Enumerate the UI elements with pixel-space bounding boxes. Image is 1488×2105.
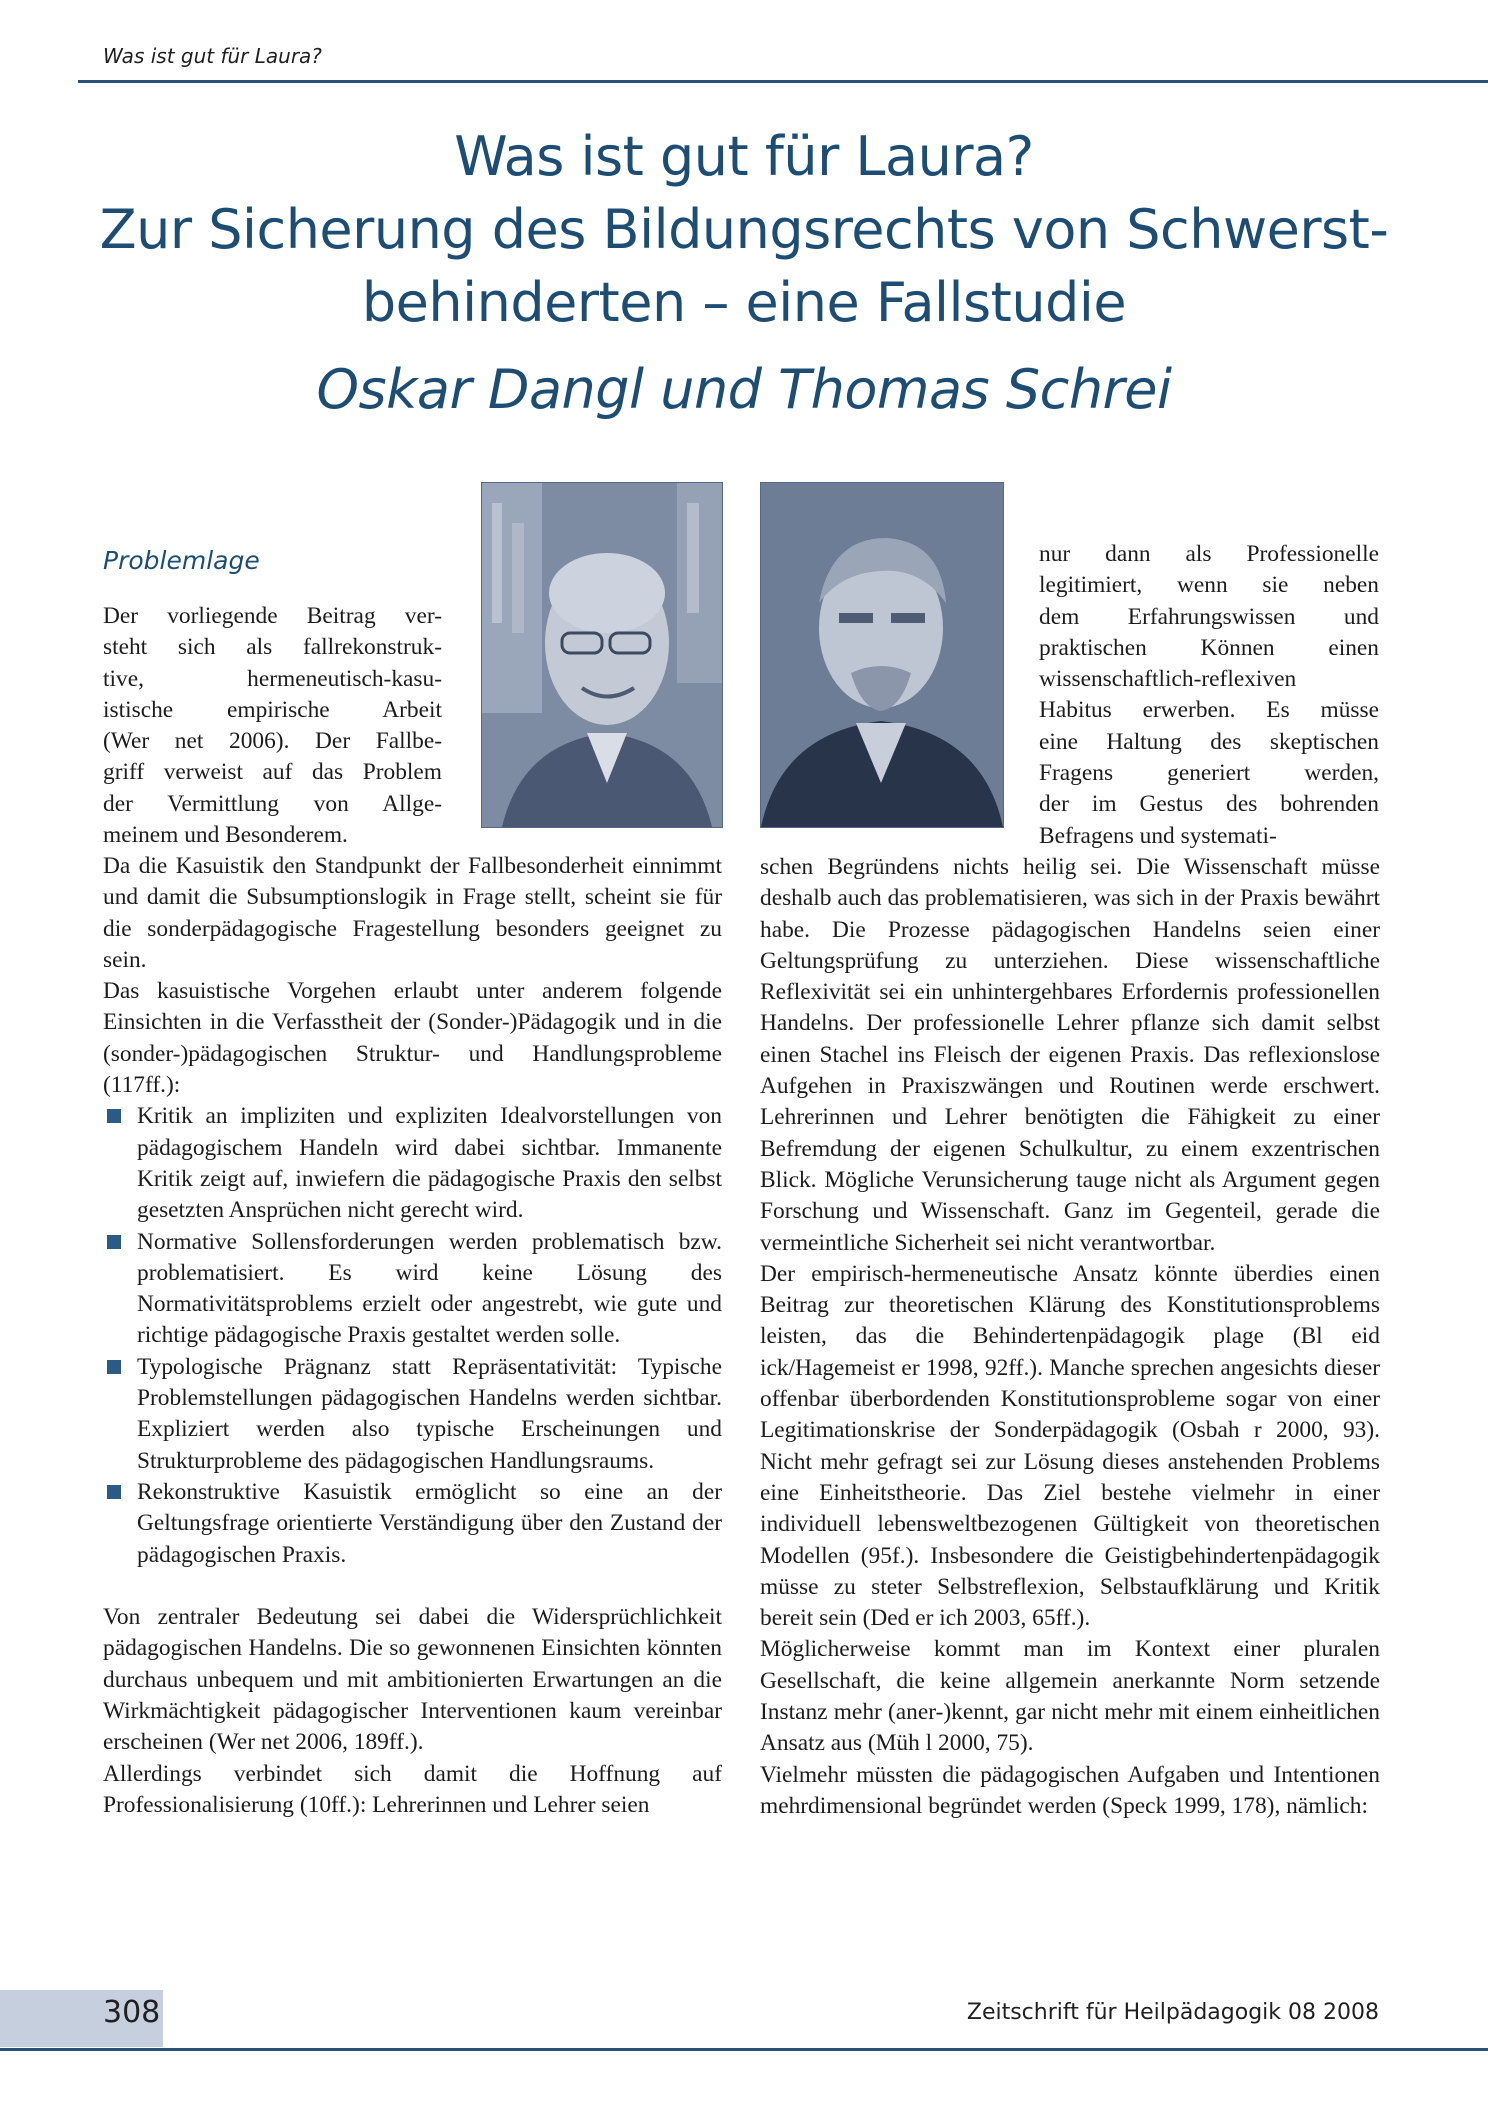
right-column-body xyxy=(760,852,1380,1822)
text-line: der im Gestus des bohrenden xyxy=(1039,791,1379,818)
paragraph: Da die Kasuistik den Standpunkt der Fallbesonderheit einnimmt und damit die Subsumptionslogik in Frage stellt, scheint sie für die sonderpädagogische Fragestellung besonders geeignet zu sein. xyxy=(103,853,722,973)
portrait-photo-thomas-schrei xyxy=(760,482,1004,828)
right-column-intro xyxy=(1039,539,1379,852)
text-line: meinem und Besonderem. xyxy=(103,822,348,849)
paragraph: Allerdings verbindet sich damit die Hoffnung auf Professionalisierung (10ff.): Lehrerinnen und Lehrer seien xyxy=(103,1760,722,1818)
list-item xyxy=(103,1101,722,1226)
text-line: Habitus erwerben. Es müsse xyxy=(1039,697,1379,724)
paragraph: Von zentraler Bedeutung sei dabei die Widersprüchlichkeit pädagogischen Handelns. Die so gewonnenen Einsichten könnten durchaus unbequem und mit ambitionierten Erwartungen an die Wirkmächtigkeit pädagogischer Interventionen kaum vereinbar erscheinen (Wer net 2006, 189ff.). xyxy=(103,1604,722,1756)
text-line: wissenschaftlich-reflexiven xyxy=(1039,666,1297,693)
paragraph: Möglicherweise kommt man im Kontext einer pluralen Gesellschaft, die keine allgemein anerkannte Norm setzende Instanz mehr (aner-)kennt, gar nicht mehr mit einem einheitlichen Ansatz aus (Müh l 2000, 75). xyxy=(760,1636,1380,1757)
portrait-photo xyxy=(482,483,722,827)
text-line: legitimiert, wenn sie neben xyxy=(1039,572,1379,599)
text-line: griff verweist auf das Problem xyxy=(103,759,442,786)
authors: Oskar Dangl und Thomas Schrei xyxy=(316,358,1172,421)
left-column-intro xyxy=(103,601,442,851)
list-item-text: Rekonstruktive Kasuistik ermöglicht so eine an der Geltungsfrage orientierte Verständigung über den Zustand der pädagogischen Praxis. xyxy=(137,1478,722,1568)
paragraph: Der empirisch-hermeneutische Ansatz könnte überdies einen Beitrag zur theoretischen Klärung des Konstitutionsproblems leisten, das die Behindertenpädagogik plage (Bl eid ick/Hagemeist er 1998, 92ff.). Manche sprechen angesichts dieser offenbar überbordenden Konstitutionsprobleme sogar von einer Legitimationskrise der Sonderpädagogik (Osbah r 2000, 93). Nicht mehr gefragt sei zur Lösung dieses anstehenden Problems eine Einheitstheorie. Das Ziel bestehe vielmehr in einer individuell lebensweltbezogenen Gültigkeit von theoretischen Modellen (95f.). Insbesondere die Geistigbehindertenpädagogik müsse zu steter Selbstreflexion, Selbstaufklärung und Kritik bereit sein (Ded er ich 2003, 65ff.). xyxy=(760,1260,1380,1632)
list-item xyxy=(103,1477,722,1571)
list-item-text: Normative Sollensforderungen werden problematisch bzw. problematisiert. Es wird keine Lösung des Normativitätsproblems erzielt oder angestrebt, wie gute und richtige pädagogische Praxis gestaltet werden solle. xyxy=(137,1228,722,1349)
running-head: Was ist gut für Laura? xyxy=(103,44,322,68)
journal-name: Zeitschrift für Heilpädagogik 08 2008 xyxy=(966,2000,1379,2025)
article-title-block xyxy=(80,120,1408,425)
paragraph: schen Begründens nichts heilig sei. Die Wissenschaft müsse deshalb auch das problematisieren, was sich in der Praxis bewährt habe. Die Prozesse pädagogischen Handelns seien einer Geltungsprüfung zu unterziehen. Diese wissenschaftliche Reflexivität sei ein unhintergehbares Erfordernis professionellen Handelns. Der professionelle Lehrer pflanze sich damit selbst einen Stachel ins Fleisch der eigenen Praxis. Das reflexionslose Aufgehen in Praxiszwängen und Routinen werde erschwert. Lehrerinnen und Lehrer benötigten die Fähigkeit zu einer Befremdung der eigenen Schulkultur, zu einem exzentrischen Blick. Mögliche Verunsicherung tauge nicht als Argument gegen Forschung und Wissenschaft. Ganz im Gegenteil, gerade die vermeintliche Sicherheit sei nicht verantwortbar. xyxy=(760,854,1380,1256)
text-line: Fragens generiert werden, xyxy=(1039,760,1379,787)
text-line: eine Haltung des skeptischen xyxy=(1039,728,1379,755)
top-rule xyxy=(78,80,1488,83)
text-line: der Vermittlung von Allge- xyxy=(103,790,442,817)
text-line: tive, hermeneutisch-kasu- xyxy=(103,665,442,692)
paragraph: Das kasuistische Vorgehen erlaubt unter anderem folgende Einsichten in die Verfasstheit der (Sonder-)Pädagogik und in die (sonder-)pädagogischen Struktur- und Handlungsprobleme (117ff.): xyxy=(103,978,722,1099)
portrait-photo xyxy=(761,483,1003,827)
paragraph: Vielmehr müssten die pädagogischen Aufgaben und Intentionen mehrdimensional begründet werden (Speck 1999, 178), nämlich: xyxy=(760,1761,1380,1819)
title-line-2: Zur Sicherung des Bildungsrechts von Schwerst- xyxy=(99,198,1389,261)
text-line: dem Erfahrungswissen und xyxy=(1039,603,1379,630)
list-item-text: Typologische Prägnanz statt Repräsentativität: Typische Problemstellungen pädagogischen Handelns werden sichtbar. Expliziert werden also typische Erscheinungen und Strukturprobleme des pädagogischen Handlungsraums. xyxy=(137,1353,722,1474)
list-item xyxy=(103,1227,722,1352)
square-bullet-icon xyxy=(107,1360,121,1374)
portrait-photo-oskar-dangl xyxy=(481,482,723,828)
square-bullet-icon xyxy=(107,1235,121,1249)
title-line-1: Was ist gut für Laura? xyxy=(454,125,1034,188)
list-item-text: Kritik an impliziten und expliziten Idealvorstellungen von pädagogischem Handeln wird dabei sichtbar. Immanente Kritik zeigt auf, inwiefern die pädagogische Praxis den selbst gesetzten Ansprüchen nicht gerecht wird. xyxy=(137,1103,722,1224)
text-line: steht sich als fallrekonstruk- xyxy=(103,634,442,661)
text-line: Befragens und systemati- xyxy=(1039,822,1277,849)
list-item xyxy=(103,1352,722,1477)
text-line: istische empirische Arbeit xyxy=(103,696,442,723)
page-number: 308 xyxy=(103,1995,161,2030)
section-heading: Problemlage xyxy=(103,546,260,575)
square-bullet-icon xyxy=(107,1109,121,1123)
square-bullet-icon xyxy=(107,1485,121,1499)
bottom-rule xyxy=(0,2048,1488,2051)
title-line-3: behinderten – eine Fallstudie xyxy=(361,271,1127,334)
bullet-list xyxy=(103,1101,722,1570)
text-line: praktischen Können einen xyxy=(1039,634,1379,661)
left-column-body xyxy=(103,851,722,1821)
text-line: (Wer net 2006). Der Fallbe- xyxy=(103,728,442,755)
text-line: Der vorliegende Beitrag ver- xyxy=(103,603,442,629)
text-line: nur dann als Professionelle xyxy=(1039,541,1379,567)
